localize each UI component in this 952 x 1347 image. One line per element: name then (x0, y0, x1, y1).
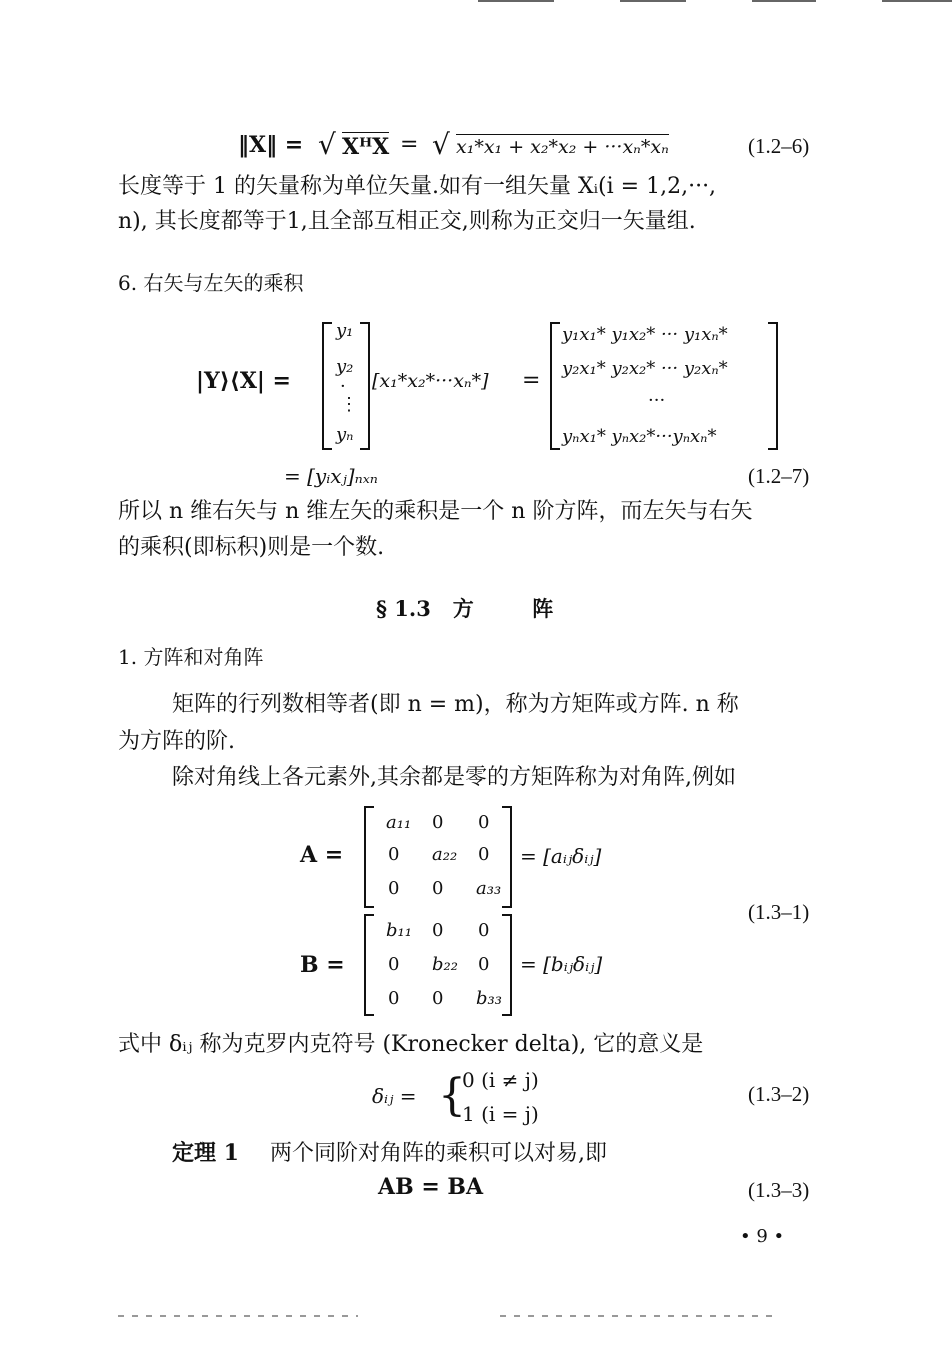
eq-number-1-2-7: (1.2–7) (748, 464, 810, 488)
matrix-B-cell: 0 (478, 954, 490, 975)
matrix-B-bracket-right (502, 914, 512, 1016)
eq-commute: AB = BA (378, 1174, 484, 1200)
matrix-A-cell: a₂₂ (432, 844, 458, 865)
eq-norm-lhs: ‖X‖ = (238, 132, 304, 158)
matrix-A-cell: a₁₁ (386, 812, 412, 833)
equation-1-3-2 (372, 1068, 652, 1132)
matrix-A-cell: 0 (478, 812, 490, 833)
column-entry: ⋮ (340, 394, 358, 415)
para-product-line2: 的乘积(即标积)则是一个数. (118, 535, 385, 560)
brace-icon: { (438, 1070, 466, 1121)
matrix-B-cell: 0 (388, 954, 400, 975)
para-square-line1: 矩阵的行列数相等者(即 n = m)，称为方矩阵或方阵. n 称 (172, 692, 739, 717)
result-row: ··· (648, 390, 666, 411)
matrix-B-label: B = (300, 952, 345, 978)
sqrt-sign-icon: √ (318, 128, 336, 161)
matrix-B-rhs: = [bᵢⱼδᵢⱼ] (520, 952, 603, 976)
eq-number-1-3-1: (1.3–1) (748, 900, 810, 924)
column-bracket-right (360, 322, 370, 450)
matrix-B-cell: b₁₁ (386, 920, 412, 941)
eq-ket-bra-lhs: |Y⟩⟨X| = (196, 368, 291, 394)
matrix-B-cell: 0 (432, 920, 444, 941)
para-product-line1: 所以 n 维右矢与 n 维左矢的乘积是一个 n 阶方阵，而左矢与右矢 (118, 499, 753, 524)
matrix-A-cell: 0 (432, 878, 444, 899)
kronecker-case-1: 0 (i ≠ j) (462, 1068, 539, 1092)
kronecker-case-2: 1 (i = j) (462, 1102, 539, 1126)
row-vector: [x₁*x₂*···xₙ*] (372, 370, 489, 392)
matrix-B-cell: 0 (478, 920, 490, 941)
eq-norm-mid: XᴴX (342, 134, 390, 160)
matrix-B-cell: 0 (388, 988, 400, 1009)
kronecker-lhs: δᵢⱼ = (372, 1084, 417, 1108)
column-entry: yₙ (336, 424, 354, 445)
equation-1-2-6 (232, 128, 832, 168)
para-square-line2: 为方阵的阶. (118, 729, 235, 754)
matrix-B-bracket-left (364, 914, 374, 1016)
equation-1-3-1 (300, 800, 660, 1020)
result-bracket-right (768, 322, 778, 450)
theorem-1-label: 定理 1 (172, 1140, 239, 1166)
section-6-heading: 6. 右矢与左矢的乘积 (118, 271, 304, 295)
eq-norm-equals: = (400, 132, 419, 157)
result-row: y₁x₁* y₁x₂* ··· y₁xₙ* (562, 324, 728, 345)
matrix-A-bracket-right (502, 806, 512, 908)
matrix-A-label: A = (300, 842, 344, 868)
theorem-1 (172, 1138, 607, 1169)
para-diagonal-line1: 除对角线上各元素外,其余都是零的方矩阵称为对角阵,例如 (172, 765, 736, 790)
equation-1-2-7 (190, 318, 840, 498)
para-kronecker-line1: 式中 δᵢⱼ 称为克罗内克符号 (Kronecker delta), 它的意义是 (118, 1032, 704, 1057)
column-entry: · (340, 376, 346, 397)
matrix-A-bracket-left (364, 806, 374, 908)
eq-number-1-3-3: (1.3–3) (748, 1178, 810, 1202)
eq-ket-bra-equals: = (522, 368, 541, 393)
column-entry: y₁ (336, 320, 354, 341)
matrix-B-cell: 0 (432, 988, 444, 1009)
section-1-3-title: § 1.3 方 阵 (376, 596, 554, 621)
eq-ket-bra-second-line: = [yᵢxⱼ]ₙₓₙ (284, 464, 378, 488)
eq-number-1-3-2: (1.3–2) (748, 1082, 810, 1106)
matrix-A-cell: 0 (388, 878, 400, 899)
matrix-A-rhs: = [aᵢⱼδᵢⱼ] (520, 844, 602, 868)
page-number: • 9 • (740, 1226, 785, 1247)
eq-norm-rhs: x₁*x₁ + x₂*x₂ + ···xₙ*xₙ (456, 136, 669, 158)
matrix-B-cell: b₃₃ (476, 988, 502, 1009)
matrix-A-cell: 0 (478, 844, 490, 865)
result-row: yₙx₁* yₙx₂*···yₙxₙ* (562, 426, 717, 447)
column-entry: y₂ (336, 356, 354, 377)
matrix-A-cell: 0 (388, 844, 400, 865)
eq-number-1-2-6: (1.2–6) (748, 134, 810, 158)
matrix-A-cell: 0 (432, 812, 444, 833)
column-bracket-left (322, 322, 332, 450)
sqrt-sign-icon-2: √ (432, 128, 450, 161)
para-unit-vector-line2: n), 其长度都等于1,且全部互相正交,则称为正交归一矢量组. (118, 209, 696, 234)
result-bracket-left (550, 322, 560, 450)
para-unit-vector-line1: 长度等于 1 的矢量称为单位矢量.如有一组矢量 Xᵢ(i = 1,2,···, (118, 174, 717, 199)
theorem-1-text: 两个同阶对角阵的乘积可以对易,即 (269, 1141, 607, 1166)
subsection-1-heading: 1. 方阵和对角阵 (118, 645, 264, 669)
matrix-A-cell: a₃₃ (476, 878, 502, 899)
result-row: y₂x₁* y₂x₂* ··· y₂xₙ* (562, 358, 728, 379)
matrix-B-cell: b₂₂ (432, 954, 458, 975)
